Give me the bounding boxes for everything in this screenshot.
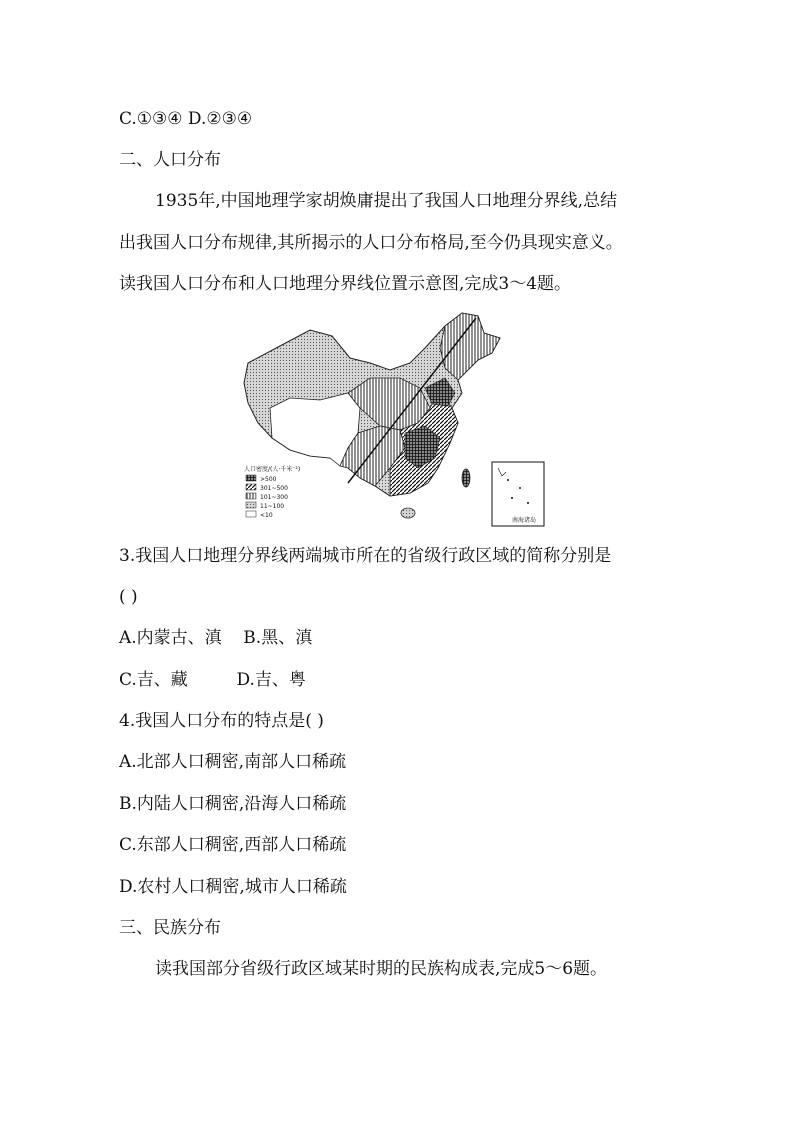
china-map-illustration [240,308,550,530]
legend-item-5: <10 [260,512,273,519]
legend-item-1: >500 [260,476,277,483]
taiwan-island [462,469,470,487]
map-legend [244,465,300,519]
question-4: 4.我国人口分布的特点是( ) [119,711,324,731]
section-ethnic-text: 读我国部分省级行政区域某时期的民族构成表,完成5～6题。 [155,959,608,979]
legend-item-4: 11~100 [260,503,285,510]
question-4-option-a: A.北部人口稠密,南部人口稀疏 [119,752,347,772]
paragraph-line-2: 出我国人口分布规律,其所揭示的人口分布格局,至今仍具现实意义。 [119,233,623,253]
question-3-options-cd: C.吉、藏 D.吉、粤 [119,670,306,690]
population-map-figure [240,308,550,530]
option-line-cd-prev: C.①③④ D.②③④ [119,109,253,129]
south-china-sea-inset [492,462,544,526]
legend-item-2: 301~500 [260,485,288,492]
inset-label: 南海诸岛 [512,517,537,524]
hainan-island [401,508,415,518]
question-4-option-d: D.农村人口稠密,城市人口稀疏 [119,877,347,897]
section-heading-population: 二、人口分布 [119,150,221,170]
question-4-option-b: B.内陆人口稠密,沿海人口稀疏 [119,794,347,814]
legend-item-3: 101~300 [260,494,288,501]
paragraph-line-1: 1935年,中国地理学家胡焕庸提出了我国人口地理分界线,总结 [155,191,618,211]
question-4-option-c: C.东部人口稠密,西部人口稀疏 [119,835,347,855]
question-3: 3.我国人口地理分界线两端城市所在的省级行政区域的简称分别是 [119,546,612,566]
section-heading-ethnic: 三、民族分布 [119,918,221,938]
legend-title: 人口密度/(人·千米⁻²) [244,466,301,473]
paragraph-line-3: 读我国人口分布和人口地理分界线位置示意图,完成3～4题。 [119,274,572,294]
question-3-options-ab: A.内蒙古、滇 B.黑、滇 [119,628,313,648]
northeast-region [440,313,500,380]
question-3-blank: ( ) [119,587,138,607]
